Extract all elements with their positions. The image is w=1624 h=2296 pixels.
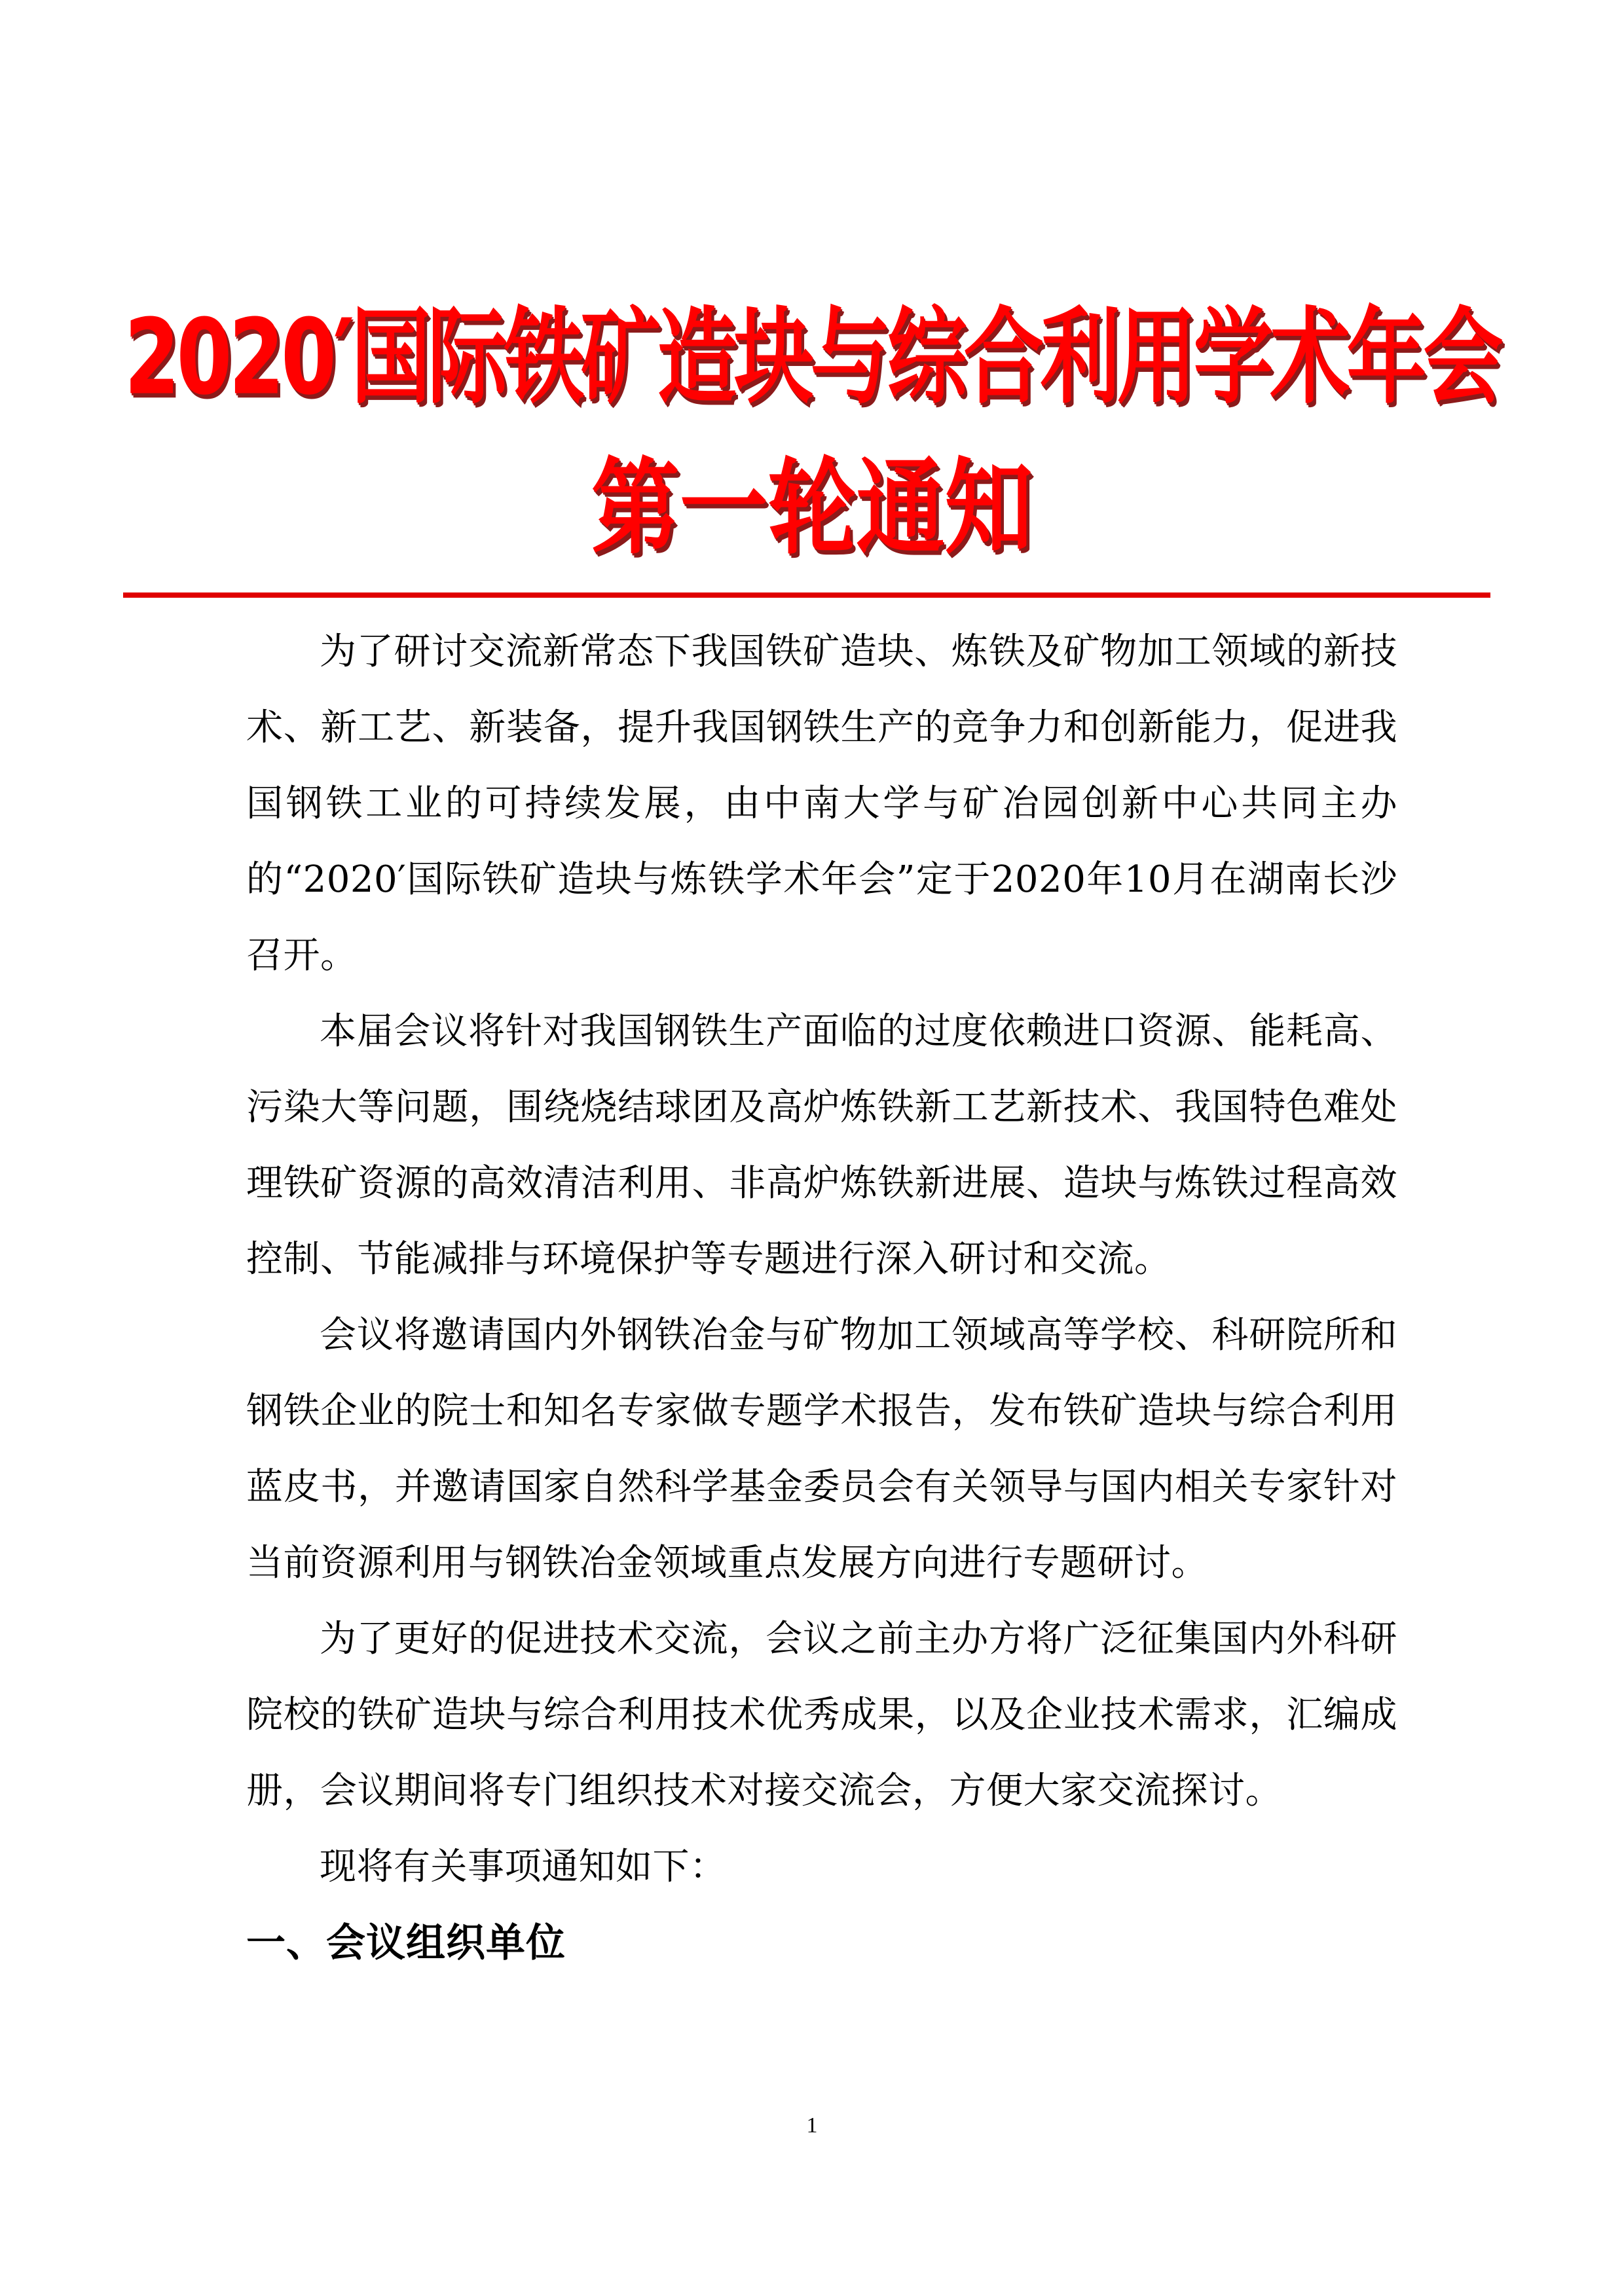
notice-subtitle: 第一轮通知 <box>591 447 1033 569</box>
paragraph-invited-experts: 会议将邀请国内外钢铁冶金与矿物加工领域高等学校、科研院所和钢铁企业的院士和知名专家做专题学术报告，发布铁矿造块与综合利用蓝皮书，并邀请国家自然科学基金委员会有关领导与国内相关专家针对当前资源利用与钢铁冶金领域重点发展方向进行专题研讨。 <box>246 1314 1397 1584</box>
notice-body <box>246 614 1397 1981</box>
red-divider <box>123 592 1490 598</box>
notice-title: 2020′国际铁矿造块与综合利用学术年会 <box>124 297 1500 418</box>
paragraph-notice-intro: 现将有关事项通知如下： <box>320 1846 727 1888</box>
paragraph-purpose: 为了研讨交流新常态下我国铁矿造块、炼铁及矿物加工领域的新技术、新工艺、新装备，提升我国钢铁生产的竞争力和创新能力，促进我国钢铁工业的可持续发展，由中南大学与矿冶园创新中心共同主办的“2020′国际铁矿造块与炼铁学术年会”定于2020年10月在湖南长沙召开。 <box>246 630 1397 977</box>
section-heading-organizers: 一、会议组织单位 <box>246 1920 566 1966</box>
paragraph-tech-exchange: 为了更好的促进技术交流，会议之前主办方将广泛征集国内外科研院校的铁矿造块与综合利用技术优秀成果，以及企业技术需求，汇编成册，会议期间将专门组织技术对接交流会，方便大家交流探讨。 <box>246 1618 1397 1812</box>
paragraph-topics: 本届会议将针对我国钢铁生产面临的过度依赖进口资源、能耗高、污染大等问题，围绕烧结球团及高炉炼铁新工艺新技术、我国特色难处理铁矿资源的高效清洁利用、非高炉炼铁新进展、造块与炼铁过程高效控制、节能减排与环境保护等专题进行深入研讨和交流。 <box>246 1010 1397 1281</box>
page-number: 1 <box>806 2113 818 2138</box>
